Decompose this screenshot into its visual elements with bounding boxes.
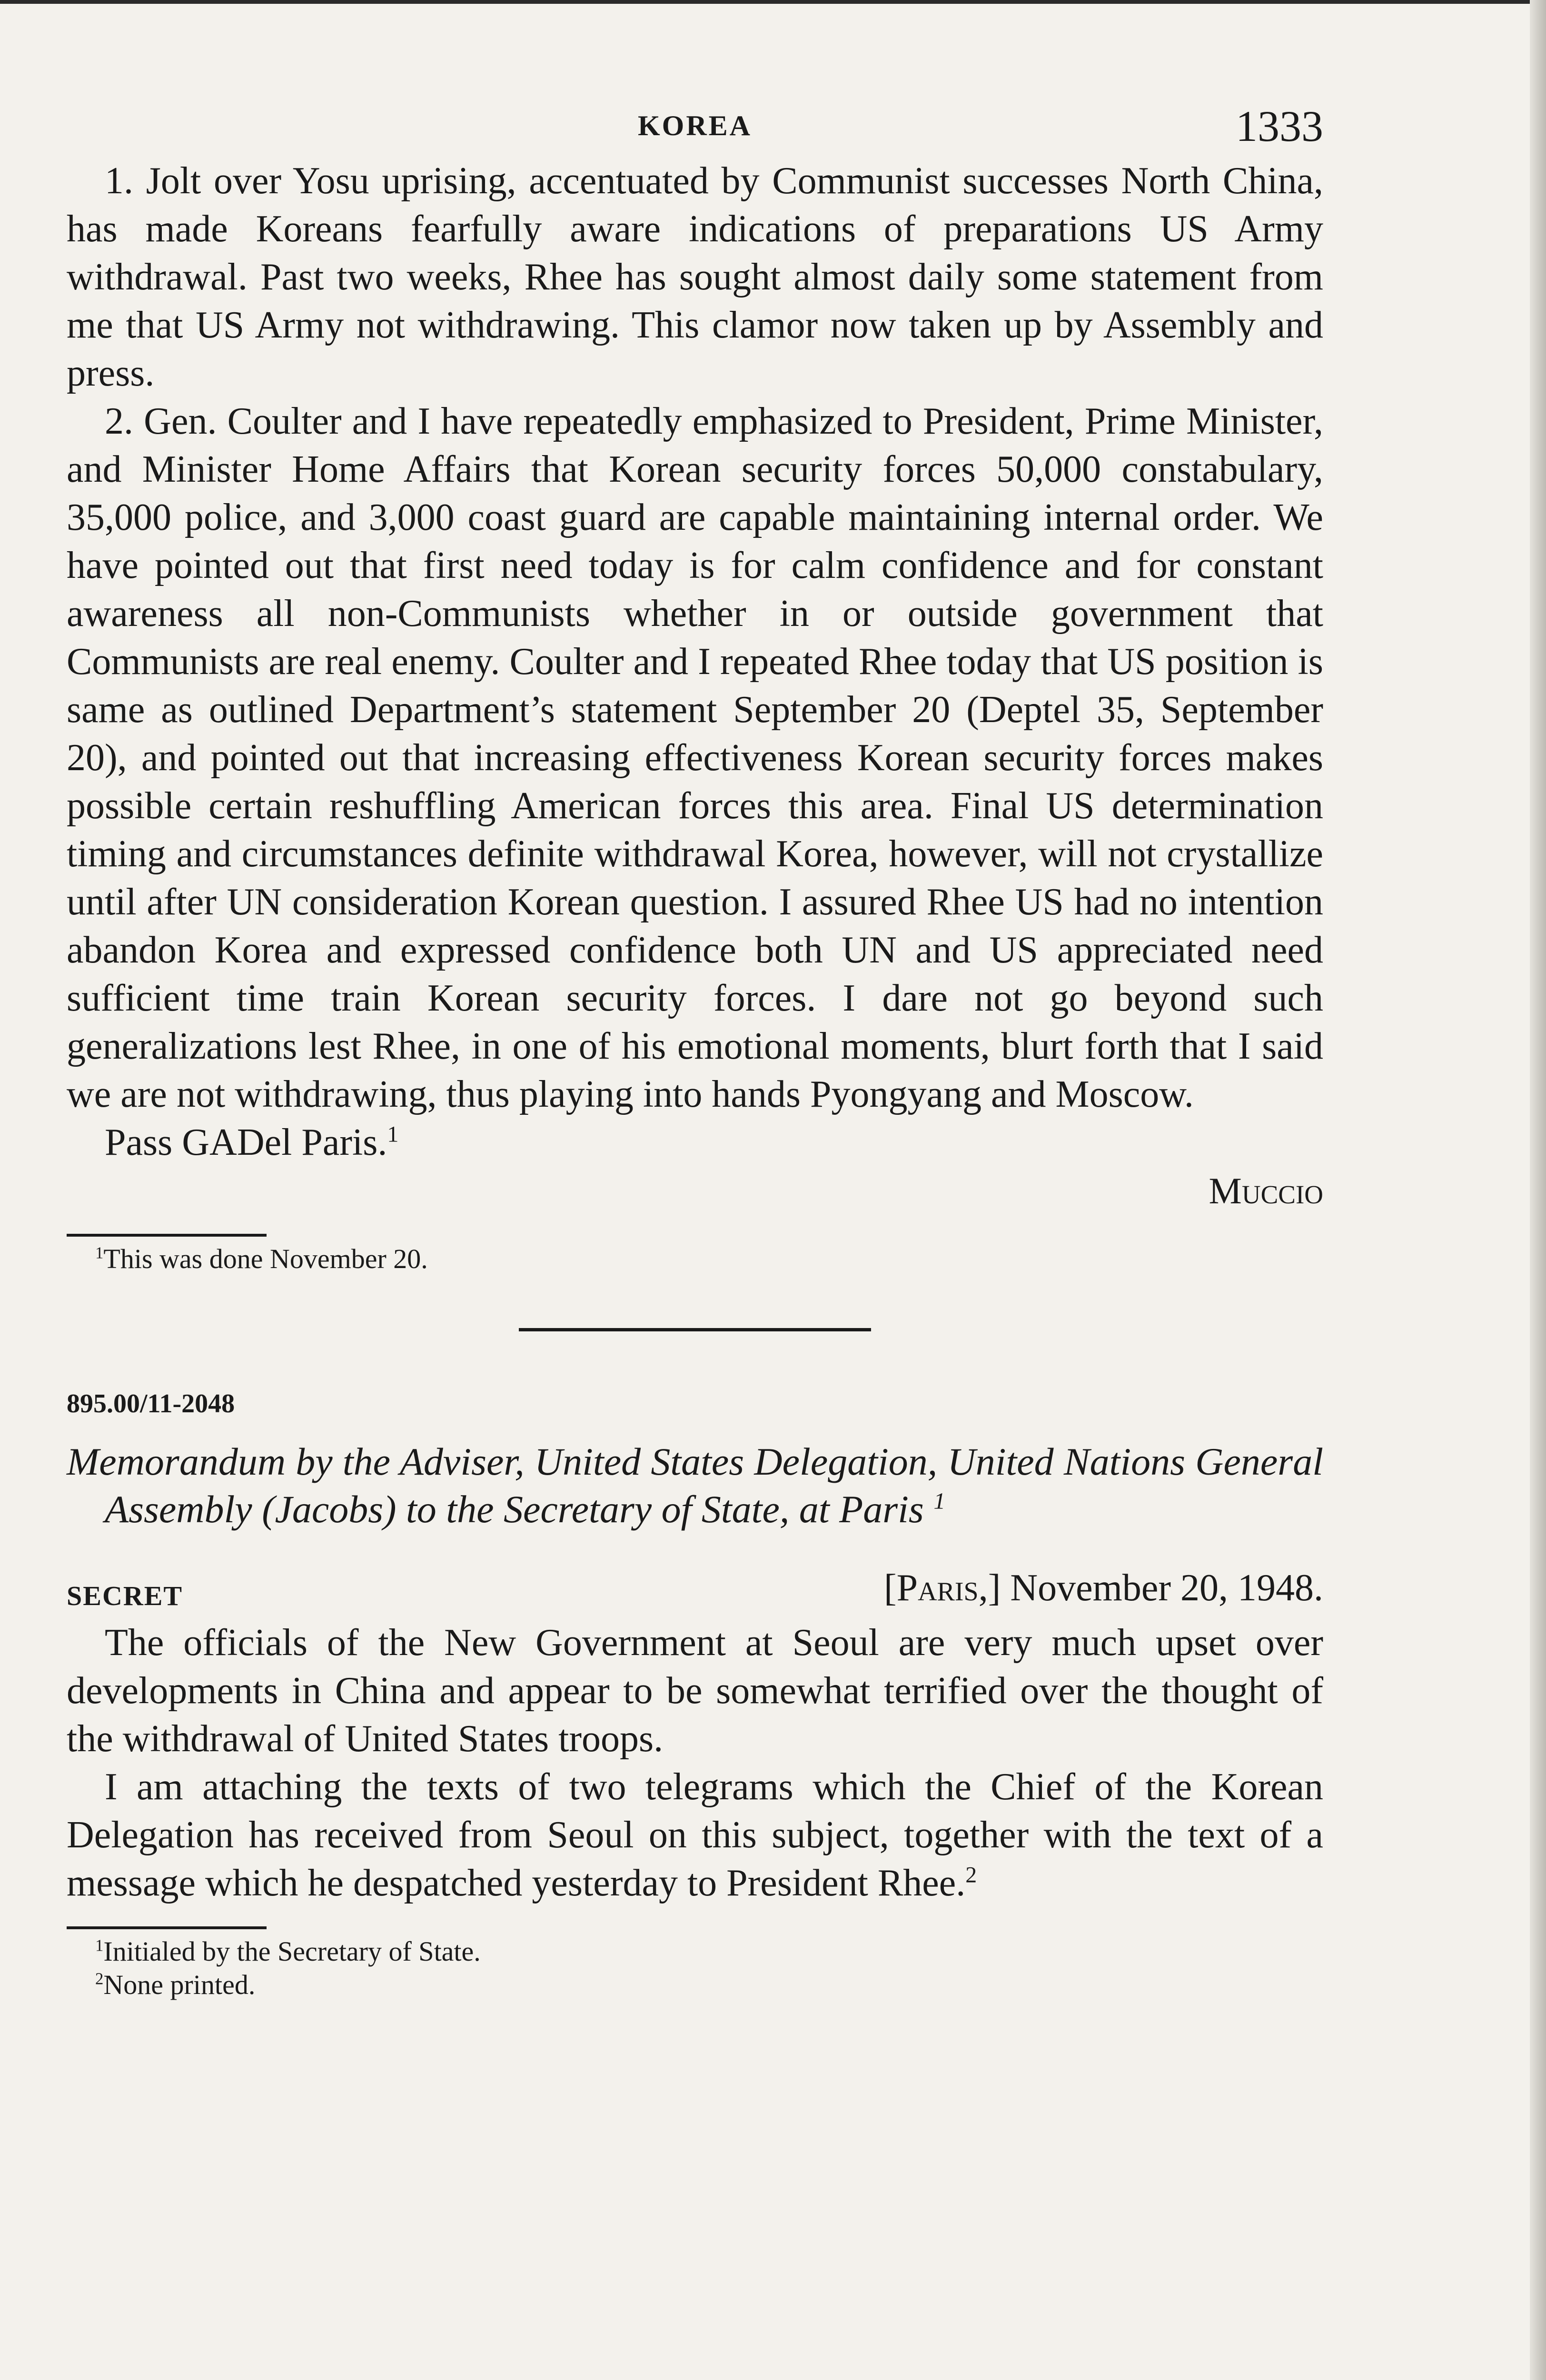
footnote [95, 1968, 1323, 2002]
document-title-text: Memorandum by the Adviser, United States Delegation, United Nations General Assembly (Jacobs) to the Secretary of State, at Paris [67, 1440, 1323, 1531]
footnote [95, 1935, 1323, 1968]
telegram-closing-line [67, 1119, 1323, 1167]
date-place: [Paris,] [883, 1567, 1001, 1609]
footnote-text: Initialed by the Secretary of State. [103, 1936, 481, 1967]
section-separator [519, 1328, 871, 1331]
running-head-title: KOREA [637, 110, 753, 141]
telegram-closing: Pass GADel Paris. [105, 1121, 387, 1163]
footnote-text: This was done November 20. [103, 1243, 428, 1274]
telegram-paragraph-2: 2. Gen. Coulter and I have repeatedly emphasized to President, Prime Minister, and Minister Home Affairs that Korean security forces 50,000 constabulary, 35,000 police, and 3,000 coast guard are capable maintaining internal order. We have pointed out that first need today is for calm confidence and for constant awareness all non-Communists whether in or outside government that Communists are real enemy. Coulter and I repeated Rhee today that US position is same as outlined Department’s statement September 20 (Deptel 35, September 20), and pointed out that increasing effectiveness Korean security forces makes possible certain reshuffling American forces this area. Final US determination timing and circumstances definite withdrawal Korea, however, will not crystallize until after UN consideration Korean question. I assured Rhee US had no intention abandon Korea and expressed confidence both UN and US appreciated need sufficient time train Korean security forces. I dare not go beyond such generalizations lest Rhee, in one of his emotional moments, blurt forth that I said we are not withdrawing, thus playing into hands Pyongyang and Moscow. [67, 400, 1323, 1115]
document-page [67, 90, 1323, 2002]
date [884, 1567, 1323, 1610]
page-number: 1333 [1236, 102, 1323, 150]
footnote-mark: 2 [965, 1862, 977, 1888]
footnote-text: None printed. [103, 1969, 256, 2000]
telegram-paragraph-1: 1. Jolt over Yosu uprising, accentuated by Communist successes North China, has made Koreans fearfully aware indications of preparations US Army withdrawal. Past two weeks, Rhee has sought almost daily some statement from me that US Army not withdrawing. This clamor now taken up by Assembly and press. [67, 160, 1323, 394]
footnote-number: 1 [95, 1936, 104, 1955]
dateline [67, 1567, 1323, 1619]
footnote-rule [67, 1234, 267, 1237]
document-title [67, 1438, 1323, 1533]
memo-section [67, 1388, 1323, 2002]
top-border [0, 0, 1546, 4]
memo-paragraph-2-text: I am attaching the texts of two telegrams which the Chief of the Korean Delegation has received from Seoul on this subject, together with the text of a message which he despatched yesterday to President Rhee. [67, 1766, 1323, 1904]
footnote-mark: 1 [387, 1121, 399, 1147]
running-head [67, 90, 1323, 157]
footnote-number: 2 [95, 1969, 104, 1988]
footnote [95, 1242, 1323, 1276]
file-number: 895.00/11-2048 [67, 1389, 235, 1418]
telegram-section [67, 157, 1323, 1276]
footnote-mark: 1 [933, 1488, 945, 1514]
memo-paragraph-1: The officials of the New Government at Seoul are very much upset over developments in China and appear to be somewhat terrified over the thought of the withdrawal of United States troops. [67, 1622, 1323, 1760]
footnote-number: 1 [95, 1243, 104, 1262]
date-text: November 20, 1948. [1010, 1567, 1323, 1609]
footnote-rule [67, 1926, 267, 1929]
classification: SECRET [67, 1580, 183, 1611]
page-edge [1530, 0, 1546, 2380]
signature: Muccio [1209, 1170, 1323, 1211]
memo-paragraph-2 [67, 1763, 1323, 1907]
